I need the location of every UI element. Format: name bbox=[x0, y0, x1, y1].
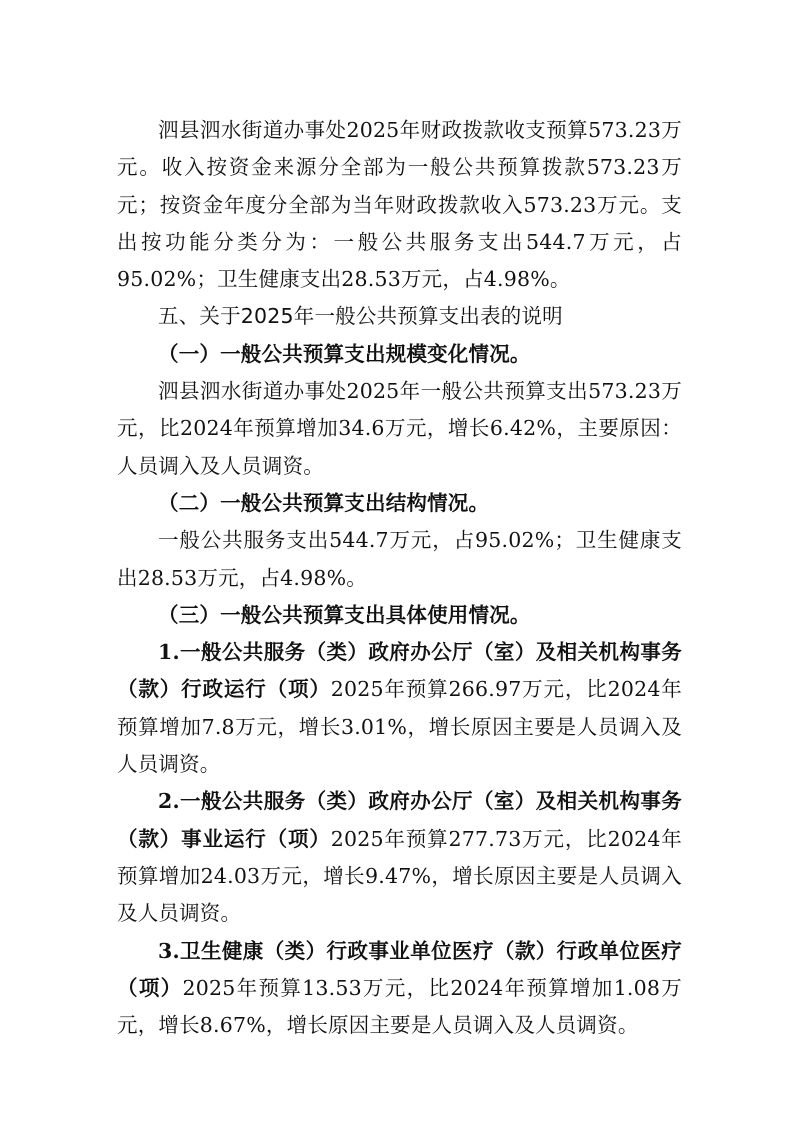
list-item-1-text: 2025年预算266.97万元，比2024年预算增加7.8万元，增长3.01%，增长原因主要是人员调入及人员调资。 bbox=[117, 677, 682, 777]
section-heading-5: 五、关于2025年一般公共预算支出表的说明 bbox=[158, 304, 563, 329]
list-item-2-text: 2025年预算277.73万元，比2024年预算增加24.03万元，增长9.47%，增长原因主要是人员调入及人员调资。 bbox=[117, 826, 682, 926]
list-item-3-text: 2025年预算13.53万元，比2024年预算增加1.08万元，增长8.67%，增长原因主要是人员调入及人员调资。 bbox=[117, 975, 682, 1038]
paragraph-structure: 一般公共服务支出544.7万元，占95.02%；卫生健康支出28.53万元，占4.98%。 bbox=[117, 528, 682, 590]
document-body bbox=[117, 112, 682, 1044]
list-item-1 bbox=[117, 634, 682, 783]
subsection-title-1: （一）一般公共预算支出规模变化情况。 bbox=[158, 341, 531, 366]
list-item-3-lead: 3.卫生健康（类）行政事业单位医疗（款）行政单位医疗（项） bbox=[117, 938, 682, 1000]
list-item-3 bbox=[117, 933, 682, 1045]
list-item-1-lead: 1.一般公共服务（类）政府办公厅（室）及相关机构事务（款）行政运行（项） bbox=[117, 640, 682, 702]
list-item-2-lead: 2.一般公共服务（类）政府办公厅（室）及相关机构事务（款）事业运行（项） bbox=[117, 789, 682, 851]
subsection-title-3: （三）一般公共预算支出具体使用情况。 bbox=[158, 602, 531, 627]
list-item-2 bbox=[117, 783, 682, 932]
paragraph-scale-change: 泗县泗水街道办事处2025年一般公共预算支出573.23万元，比2024年预算增加34.6万元，增长6.42%，主要原因：人员调入及人员调资。 bbox=[117, 379, 682, 478]
subsection-title-2: （二）一般公共预算支出结构情况。 bbox=[158, 490, 490, 515]
paragraph-budget-summary: 泗县泗水街道办事处2025年财政拨款收支预算573.23万元。收入按资金来源分全部为一般公共预算拨款573.23万元；按资金年度分全部为当年财政拨款收入573.23万元。支出按功能分类分为：一般公共服务支出544.7万元，占95.02%；卫生健康支出28.53万元，占4.98%。 bbox=[117, 118, 682, 292]
